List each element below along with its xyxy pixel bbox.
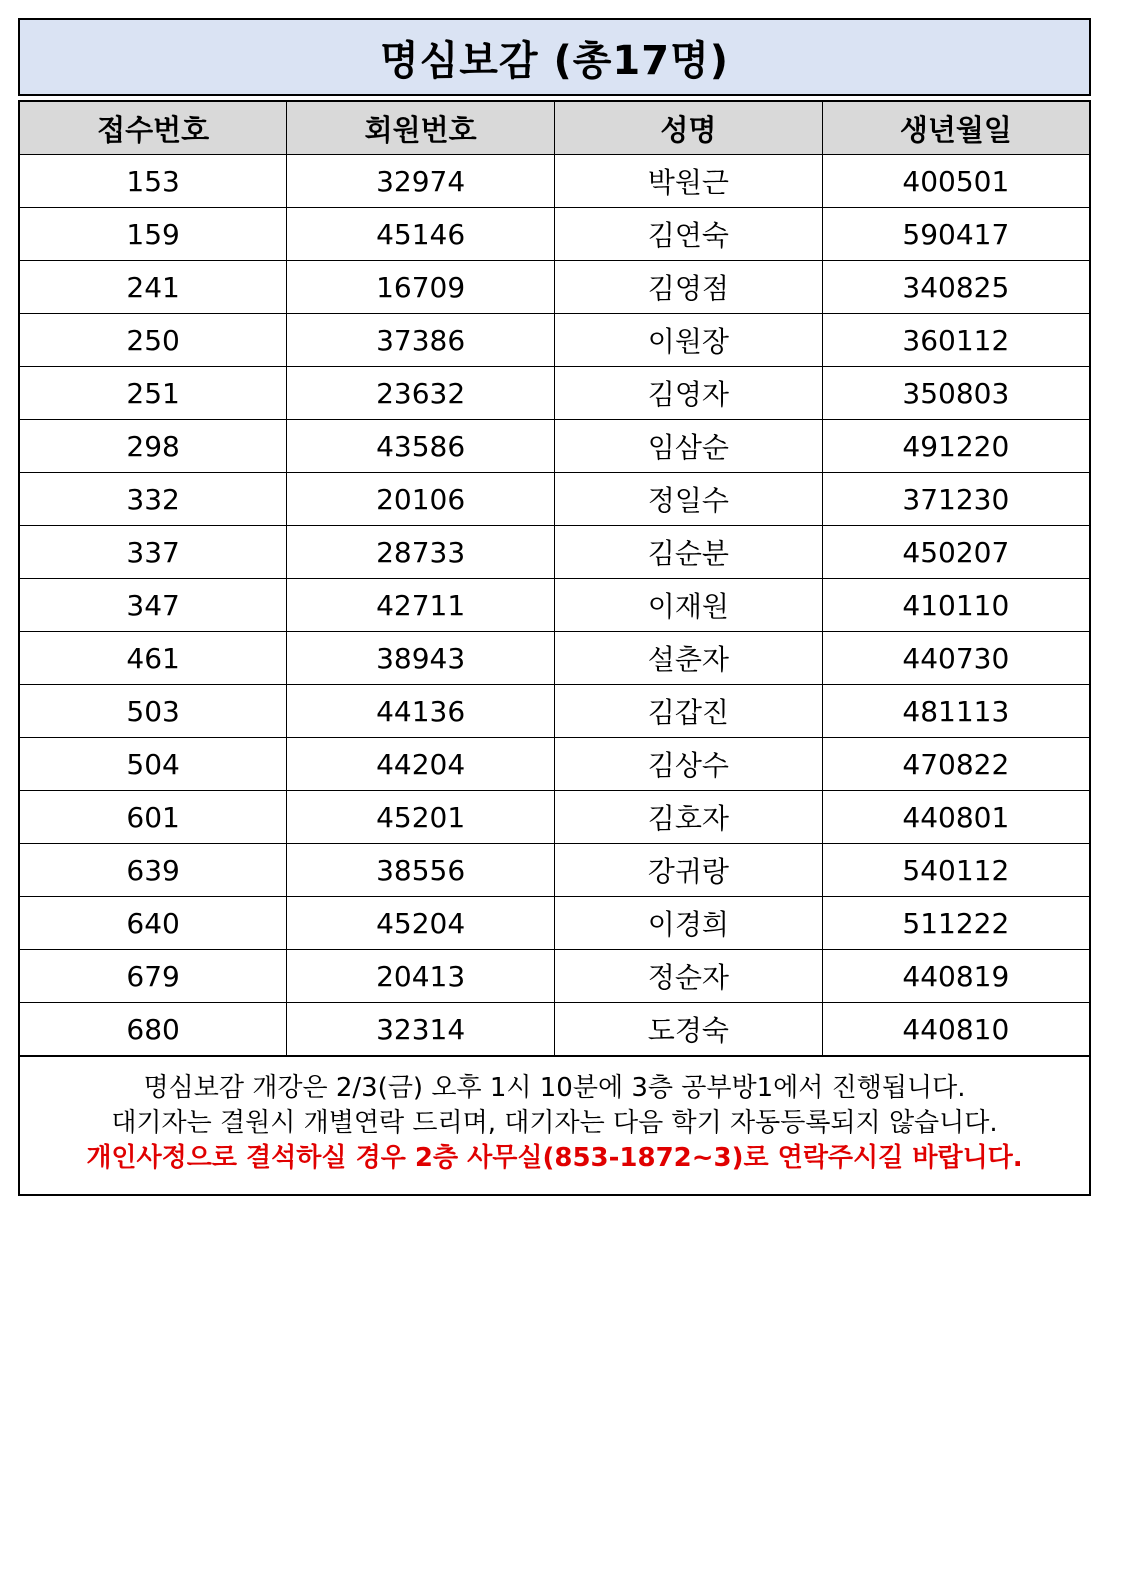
table-row <box>19 844 1090 897</box>
cell-name: 정일수 <box>555 473 823 526</box>
cell-receipt-no: 251 <box>19 367 287 420</box>
table-row <box>19 473 1090 526</box>
cell-name: 정순자 <box>555 950 823 1003</box>
cell-member-no: 43586 <box>287 420 555 473</box>
cell-birthdate: 360112 <box>822 314 1090 367</box>
cell-name: 김상수 <box>555 738 823 791</box>
column-header-birthdate: 생년월일 <box>822 101 1090 155</box>
table-row <box>19 632 1090 685</box>
cell-birthdate: 540112 <box>822 844 1090 897</box>
notice-line-absence-contact: 개인사정으로 결석하실 경우 2층 사무실(853-1872~3)로 연락주시길 바랍니다. <box>86 1143 1023 1173</box>
cell-receipt-no: 153 <box>19 155 287 208</box>
cell-receipt-no: 679 <box>19 950 287 1003</box>
cell-name: 김연숙 <box>555 208 823 261</box>
column-header-name: 성명 <box>555 101 823 155</box>
cell-birthdate: 440810 <box>822 1003 1090 1056</box>
cell-birthdate: 450207 <box>822 526 1090 579</box>
cell-name: 강귀랑 <box>555 844 823 897</box>
cell-receipt-no: 250 <box>19 314 287 367</box>
cell-member-no: 38556 <box>287 844 555 897</box>
cell-name: 김영점 <box>555 261 823 314</box>
document-sheet <box>18 18 1091 1196</box>
cell-birthdate: 400501 <box>822 155 1090 208</box>
cell-birthdate: 590417 <box>822 208 1090 261</box>
cell-birthdate: 350803 <box>822 367 1090 420</box>
cell-birthdate: 440819 <box>822 950 1090 1003</box>
cell-member-no: 45204 <box>287 897 555 950</box>
roster-body <box>19 155 1090 1056</box>
roster-table <box>18 100 1091 1056</box>
column-header-member-no: 회원번호 <box>287 101 555 155</box>
cell-name: 김호자 <box>555 791 823 844</box>
cell-receipt-no: 680 <box>19 1003 287 1056</box>
table-row <box>19 261 1090 314</box>
cell-name: 김갑진 <box>555 685 823 738</box>
cell-name: 박원근 <box>555 155 823 208</box>
cell-birthdate: 470822 <box>822 738 1090 791</box>
cell-receipt-no: 639 <box>19 844 287 897</box>
table-row <box>19 579 1090 632</box>
cell-member-no: 20413 <box>287 950 555 1003</box>
cell-name: 이원장 <box>555 314 823 367</box>
cell-member-no: 37386 <box>287 314 555 367</box>
cell-member-no: 23632 <box>287 367 555 420</box>
page-title: 명심보감 (총17명) <box>380 37 729 84</box>
cell-receipt-no: 461 <box>19 632 287 685</box>
table-row <box>19 738 1090 791</box>
table-header-row <box>19 101 1090 155</box>
column-header-receipt-no: 접수번호 <box>19 101 287 155</box>
cell-member-no: 20106 <box>287 473 555 526</box>
notice-line-waitlist: 대기자는 결원시 개별연락 드리며, 대기자는 다음 학기 자동등록되지 않습니다. <box>111 1108 998 1138</box>
cell-birthdate: 511222 <box>822 897 1090 950</box>
cell-name: 도경숙 <box>555 1003 823 1056</box>
cell-member-no: 32314 <box>287 1003 555 1056</box>
table-row <box>19 420 1090 473</box>
cell-member-no: 42711 <box>287 579 555 632</box>
cell-member-no: 45201 <box>287 791 555 844</box>
title-box <box>18 18 1091 96</box>
table-row <box>19 791 1090 844</box>
table-row <box>19 950 1090 1003</box>
cell-name: 이경희 <box>555 897 823 950</box>
table-row <box>19 314 1090 367</box>
table-row <box>19 685 1090 738</box>
cell-receipt-no: 241 <box>19 261 287 314</box>
cell-birthdate: 371230 <box>822 473 1090 526</box>
table-row <box>19 1003 1090 1056</box>
cell-receipt-no: 503 <box>19 685 287 738</box>
cell-receipt-no: 640 <box>19 897 287 950</box>
cell-receipt-no: 504 <box>19 738 287 791</box>
cell-name: 김순분 <box>555 526 823 579</box>
cell-receipt-no: 347 <box>19 579 287 632</box>
table-row <box>19 897 1090 950</box>
cell-birthdate: 481113 <box>822 685 1090 738</box>
notice-box <box>18 1056 1091 1196</box>
cell-member-no: 28733 <box>287 526 555 579</box>
cell-name: 김영자 <box>555 367 823 420</box>
table-row <box>19 367 1090 420</box>
cell-birthdate: 410110 <box>822 579 1090 632</box>
table-row <box>19 155 1090 208</box>
cell-receipt-no: 159 <box>19 208 287 261</box>
cell-member-no: 45146 <box>287 208 555 261</box>
table-row <box>19 208 1090 261</box>
table-row <box>19 526 1090 579</box>
cell-member-no: 32974 <box>287 155 555 208</box>
cell-receipt-no: 601 <box>19 791 287 844</box>
cell-member-no: 44204 <box>287 738 555 791</box>
cell-receipt-no: 298 <box>19 420 287 473</box>
cell-member-no: 16709 <box>287 261 555 314</box>
notice-line-schedule: 명심보감 개강은 2/3(금) 오후 1시 10분에 3층 공부방1에서 진행됩니다. <box>143 1073 966 1103</box>
cell-birthdate: 440730 <box>822 632 1090 685</box>
cell-member-no: 38943 <box>287 632 555 685</box>
cell-birthdate: 340825 <box>822 261 1090 314</box>
cell-name: 이재원 <box>555 579 823 632</box>
cell-birthdate: 491220 <box>822 420 1090 473</box>
cell-name: 설춘자 <box>555 632 823 685</box>
cell-receipt-no: 332 <box>19 473 287 526</box>
cell-birthdate: 440801 <box>822 791 1090 844</box>
cell-name: 임삼순 <box>555 420 823 473</box>
cell-receipt-no: 337 <box>19 526 287 579</box>
cell-member-no: 44136 <box>287 685 555 738</box>
